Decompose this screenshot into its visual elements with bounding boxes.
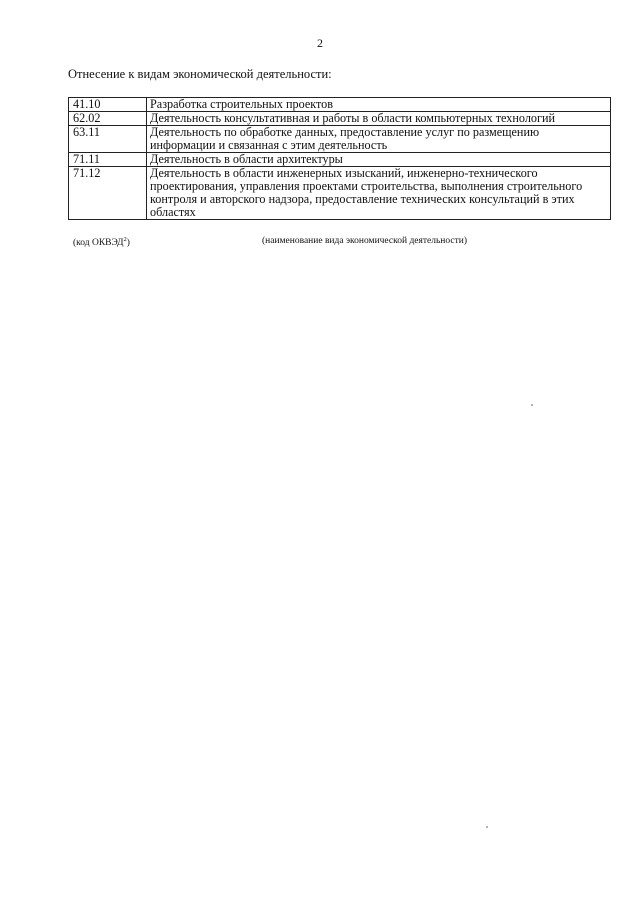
footnote-marker: 2 xyxy=(123,236,127,243)
scan-speck xyxy=(486,826,488,828)
activity-name: Деятельность по обработке данных, предоставление услуг по размещению информации и связанная с этим деятельность xyxy=(147,126,611,153)
okved-table xyxy=(68,97,611,220)
activity-name: Разработка строительных проектов xyxy=(147,98,611,112)
activity-name: Деятельность в области инженерных изысканий, инженерно-технического проектирования, управления проектами строительства, выполнения строительного контроля и авторского надзора, предоставление технических консультаций в этих областях xyxy=(147,167,611,220)
table-row xyxy=(69,126,611,153)
table-row xyxy=(69,98,611,112)
okved-code: 71.12 xyxy=(69,167,147,220)
okved-code: 71.11 xyxy=(69,153,147,167)
activity-name: Деятельность консультативная и работы в области компьютерных технологий xyxy=(147,112,611,126)
okved-code-caption-close: ) xyxy=(126,238,130,249)
okved-code: 63.11 xyxy=(69,126,147,153)
activity-name-caption: (наименование вида экономической деятельности) xyxy=(262,236,467,246)
scan-speck xyxy=(531,404,533,406)
okved-code-caption-text: (код ОКВЭД xyxy=(73,238,124,249)
okved-code-caption xyxy=(73,236,130,248)
okved-code: 62.02 xyxy=(69,112,147,126)
table-row xyxy=(69,167,611,220)
page-number: 2 xyxy=(317,36,323,50)
okved-code: 41.10 xyxy=(69,98,147,112)
table-row xyxy=(69,112,611,126)
activity-name: Деятельность в области архитектуры xyxy=(147,153,611,167)
section-heading: Отнесение к видам экономической деятельности: xyxy=(68,67,332,81)
table-row xyxy=(69,153,611,167)
